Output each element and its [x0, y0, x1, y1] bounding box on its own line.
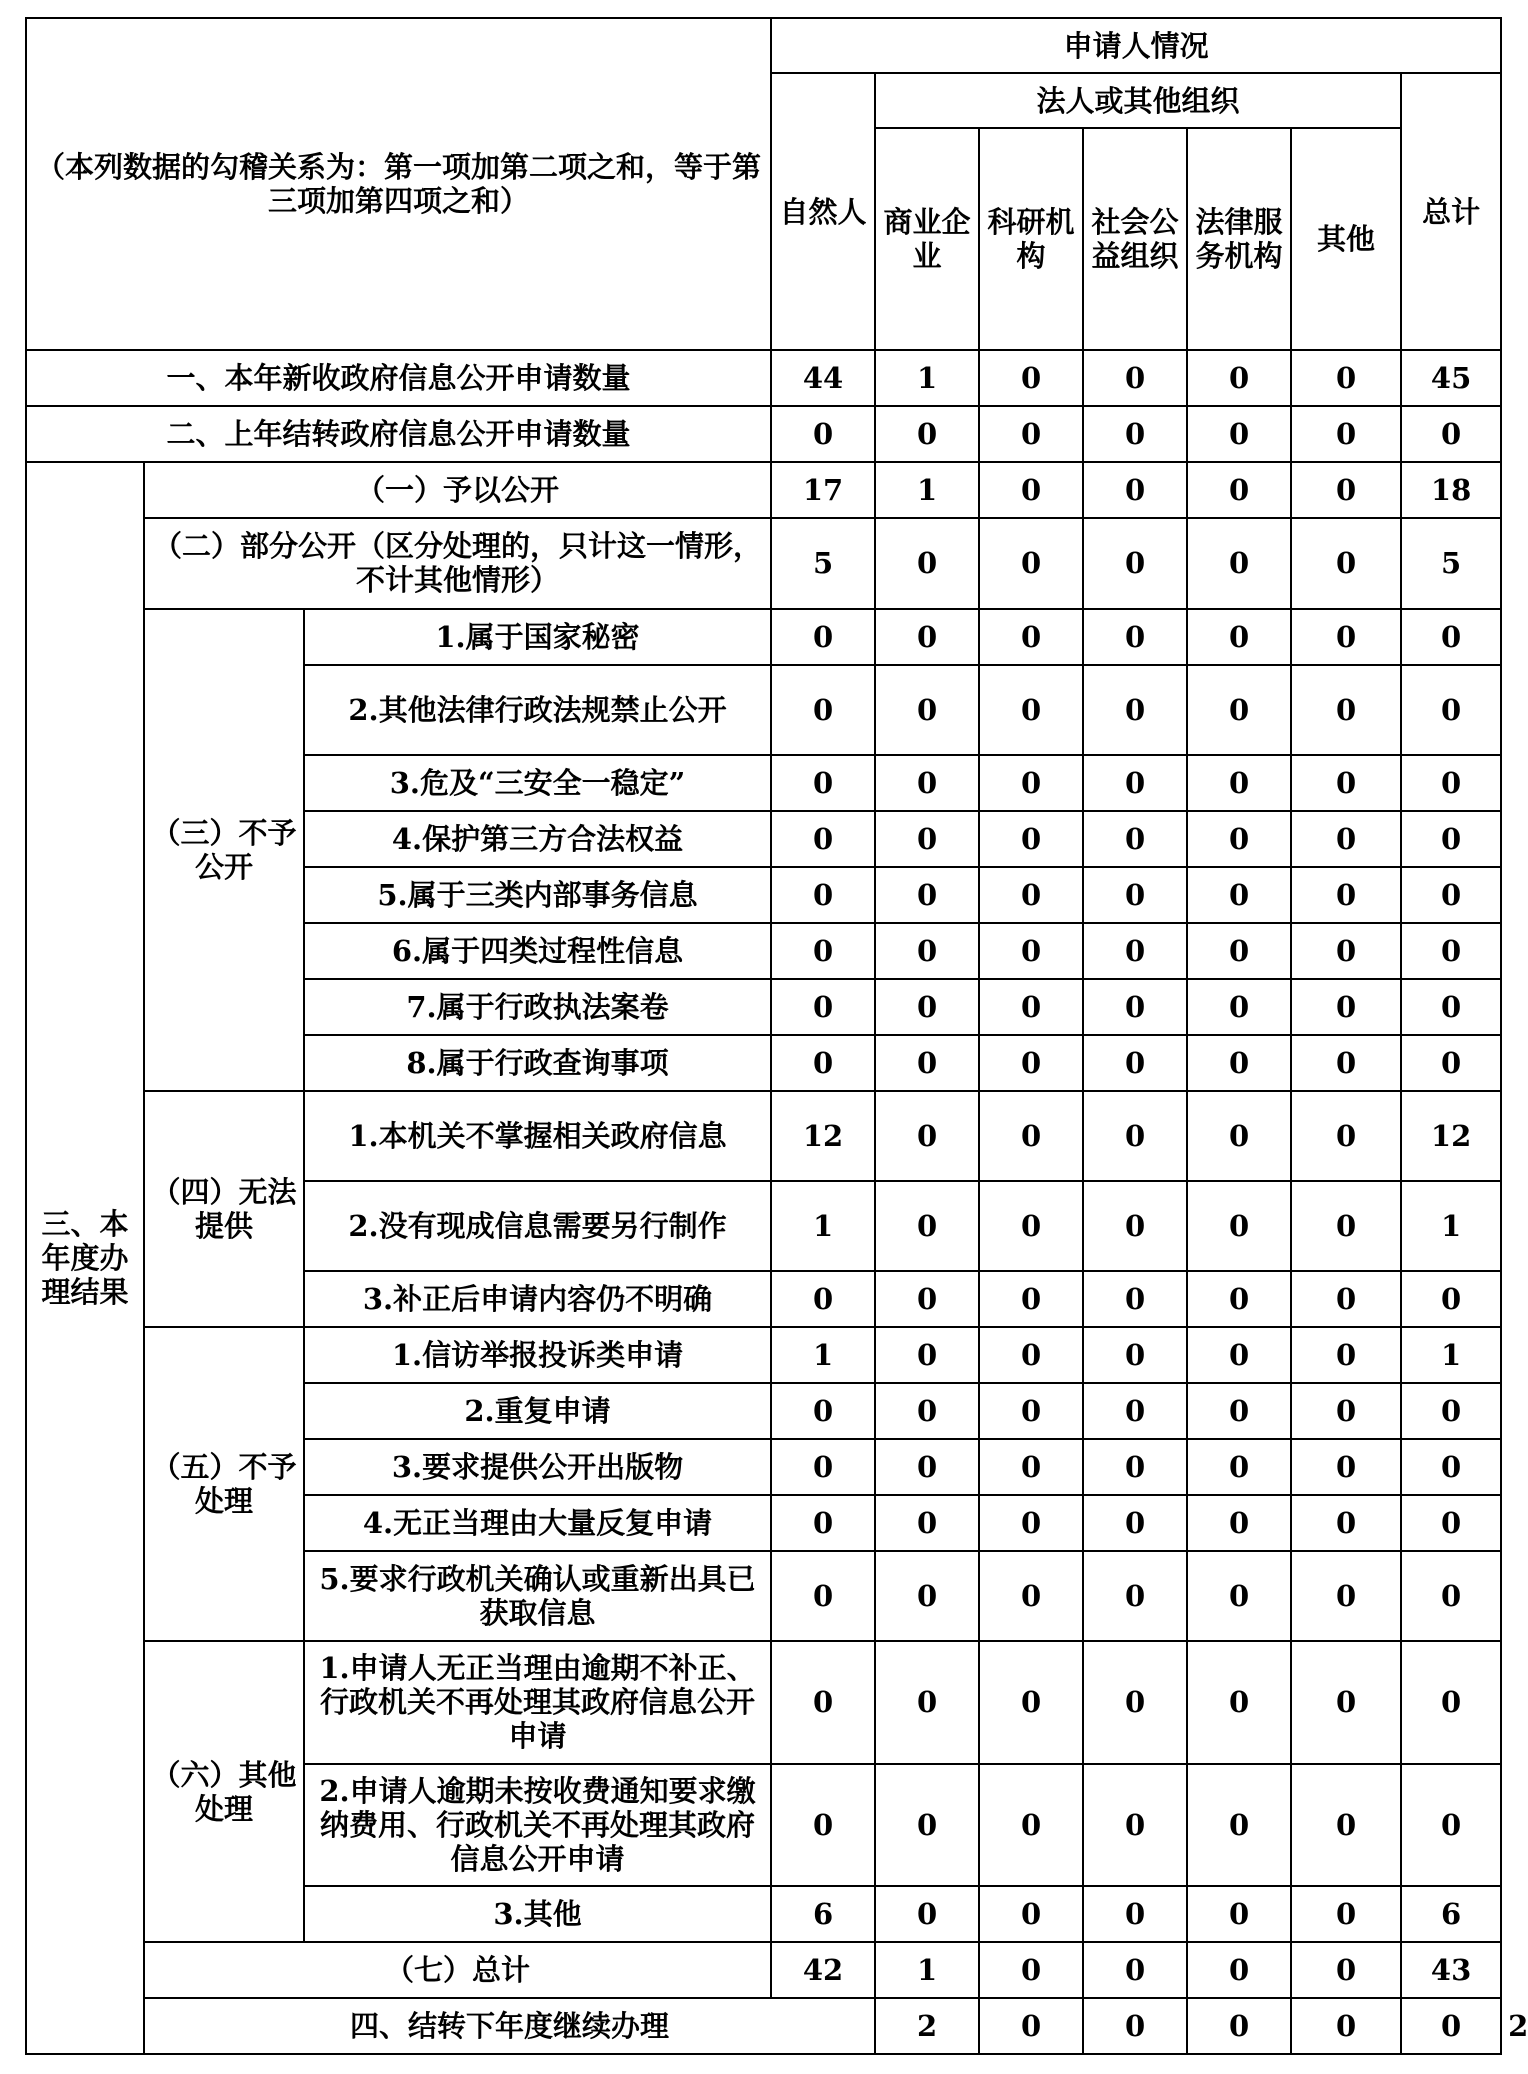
table-row — [26, 1327, 1501, 1383]
cell-value: 0 — [875, 923, 979, 979]
cell-value: 0 — [771, 811, 875, 867]
cell-value: 0 — [771, 755, 875, 811]
cell-value: 0 — [1083, 609, 1187, 665]
cell-value: 0 — [979, 1327, 1083, 1383]
cell-value: 1 — [1401, 1181, 1501, 1271]
cell-value: 0 — [979, 1495, 1083, 1551]
cell-value: 0 — [771, 1641, 875, 1763]
row-label: 2.申请人逾期未按收费通知要求缴纳费用、行政机关不再处理其政府信息公开申请 — [304, 1764, 771, 1886]
cell-value: 0 — [979, 1181, 1083, 1271]
cell-value: 0 — [1401, 979, 1501, 1035]
cell-value: 0 — [1083, 518, 1187, 608]
cell-value: 0 — [875, 1551, 979, 1641]
cell-value: 0 — [979, 406, 1083, 462]
row-label: 1.申请人无正当理由逾期不补正、行政机关不再处理其政府信息公开申请 — [304, 1641, 771, 1763]
cell-value: 0 — [979, 665, 1083, 755]
cell-value: 0 — [1401, 811, 1501, 867]
table-row — [26, 518, 1501, 608]
header-legal-service: 法律服务机构 — [1187, 128, 1291, 350]
cell-value: 0 — [1083, 1271, 1187, 1327]
cell-value: 0 — [1401, 867, 1501, 923]
table-row — [26, 1091, 1501, 1181]
cell-value: 0 — [1291, 1327, 1401, 1383]
cell-value: 0 — [1187, 867, 1291, 923]
cell-value: 0 — [1291, 350, 1401, 406]
cell-value: 0 — [1083, 1035, 1187, 1091]
cell-value: 0 — [1187, 923, 1291, 979]
table-row — [26, 350, 1501, 406]
cell-value: 0 — [979, 979, 1083, 1035]
cell-value: 0 — [1291, 1439, 1401, 1495]
cell-value: 1 — [875, 462, 979, 518]
cell-value: 0 — [1187, 1327, 1291, 1383]
table-row — [26, 406, 1501, 462]
cell-value: 0 — [1187, 1551, 1291, 1641]
cell-value: 0 — [979, 350, 1083, 406]
cell-value: 0 — [1291, 518, 1401, 608]
table-row: 四、结转下年度继续办理 2 0 0 0 0 0 2 — [26, 1998, 1501, 2054]
cell-value: 0 — [1401, 1641, 1501, 1763]
cell-value: 0 — [875, 1035, 979, 1091]
information-disclosure-table — [25, 17, 1528, 2055]
cell-value: 0 — [1291, 867, 1401, 923]
cell-value: 0 — [771, 609, 875, 665]
cell-value: 0 — [1187, 1091, 1291, 1181]
cell-value: 0 — [1083, 1764, 1187, 1886]
cell-value: 0 — [1401, 1764, 1501, 1886]
cell-value: 0 — [875, 665, 979, 755]
cell-value: 0 — [1083, 665, 1187, 755]
cell-value: 0 — [1291, 923, 1401, 979]
cell-value: 12 — [771, 1091, 875, 1181]
header-total: 总计 — [1401, 73, 1501, 350]
cell-value: 0 — [1187, 1641, 1291, 1763]
cell-value: 0 — [1083, 1942, 1187, 1998]
cell-value: 0 — [1291, 462, 1401, 518]
row-label: 6.属于四类过程性信息 — [304, 923, 771, 979]
cell-value: 0 — [1401, 923, 1501, 979]
cell-value: 2 — [875, 1998, 979, 2054]
row-label: （七）总计 — [144, 1942, 771, 1998]
row-label: 5.要求行政机关确认或重新出具已获取信息 — [304, 1551, 771, 1641]
cell-value: 0 — [1083, 350, 1187, 406]
cell-value: 1 — [1401, 1327, 1501, 1383]
cell-value: 0 — [875, 609, 979, 665]
cell-value: 0 — [979, 923, 1083, 979]
cell-value: 0 — [1187, 1035, 1291, 1091]
cell-value: 1 — [771, 1181, 875, 1271]
cell-value: 0 — [1083, 406, 1187, 462]
row-label: 1.本机关不掌握相关政府信息 — [304, 1091, 771, 1181]
cell-value: 0 — [771, 1271, 875, 1327]
cell-value: 0 — [1187, 609, 1291, 665]
cell-value: 1 — [771, 1327, 875, 1383]
cell-value: 0 — [875, 979, 979, 1035]
table-row — [26, 462, 1501, 518]
cell-value: 0 — [771, 867, 875, 923]
row-label: 二、上年结转政府信息公开申请数量 — [26, 406, 771, 462]
cell-value: 5 — [771, 518, 875, 608]
cell-value: 0 — [771, 1495, 875, 1551]
cell-value: 0 — [1401, 665, 1501, 755]
row-label: 四、结转下年度继续办理 — [144, 1998, 875, 2054]
row-label: 一、本年新收政府信息公开申请数量 — [26, 350, 771, 406]
cell-value: 42 — [771, 1942, 875, 1998]
cell-value: 0 — [1291, 1886, 1401, 1942]
cell-value: 0 — [1291, 665, 1401, 755]
cell-value: 6 — [771, 1886, 875, 1942]
cell-value: 0 — [771, 1383, 875, 1439]
header-commercial: 商业企业 — [875, 128, 979, 350]
cell-value: 0 — [1187, 665, 1291, 755]
cell-value: 0 — [1291, 811, 1401, 867]
row-label: 3.危及“三安全一稳定” — [304, 755, 771, 811]
cell-value: 0 — [1291, 406, 1401, 462]
cell-value: 0 — [1083, 979, 1187, 1035]
header-public-welfare: 社会公益组织 — [1083, 128, 1187, 350]
row-label: 8.属于行政查询事项 — [304, 1035, 771, 1091]
cell-value: 0 — [771, 979, 875, 1035]
cell-value: 0 — [1187, 1383, 1291, 1439]
cell-value: 0 — [875, 1764, 979, 1886]
cell-value: 0 — [1401, 1271, 1501, 1327]
cell-value: 0 — [1401, 1998, 1501, 2054]
cell-value: 0 — [1291, 1942, 1401, 1998]
cell-value: 0 — [1401, 755, 1501, 811]
cell-value: 0 — [875, 1641, 979, 1763]
cell-value: 0 — [875, 867, 979, 923]
cell-value: 0 — [1291, 979, 1401, 1035]
cell-value: 0 — [1401, 1035, 1501, 1091]
cell-value: 6 — [1401, 1886, 1501, 1942]
cell-value: 0 — [1291, 1998, 1401, 2054]
row-label: 2.其他法律行政法规禁止公开 — [304, 665, 771, 755]
cell-value: 0 — [1187, 1271, 1291, 1327]
cell-value: 0 — [1291, 609, 1401, 665]
cell-value: 0 — [771, 1764, 875, 1886]
cell-value: 0 — [1187, 979, 1291, 1035]
cell-value: 0 — [1083, 923, 1187, 979]
cell-value: 0 — [1291, 1495, 1401, 1551]
cell-value: 0 — [1083, 1181, 1187, 1271]
cell-value: 0 — [979, 462, 1083, 518]
cell-value: 0 — [1083, 867, 1187, 923]
cell-value: 0 — [1083, 1886, 1187, 1942]
cell-value: 0 — [875, 1495, 979, 1551]
cell-value: 12 — [1401, 1091, 1501, 1181]
cell-value: 0 — [1291, 1091, 1401, 1181]
cell-value: 0 — [1083, 462, 1187, 518]
cell-value: 0 — [1187, 811, 1291, 867]
cell-value: 0 — [979, 811, 1083, 867]
row-label: 1.属于国家秘密 — [304, 609, 771, 665]
cell-value: 0 — [1291, 1764, 1401, 1886]
cell-value: 0 — [771, 406, 875, 462]
group-3-label: （三）不予公开 — [144, 609, 304, 1091]
cell-value: 0 — [1083, 1439, 1187, 1495]
table-note-header: （本列数据的勾稽关系为：第一项加第二项之和，等于第三项加第四项之和） — [26, 18, 771, 350]
table-row — [26, 1641, 1501, 1763]
cell-value: 0 — [1187, 1181, 1291, 1271]
cell-value: 0 — [771, 665, 875, 755]
header-natural-person: 自然人 — [771, 73, 875, 350]
row-label: 2.重复申请 — [304, 1383, 771, 1439]
cell-value: 0 — [1291, 1035, 1401, 1091]
cell-value: 0 — [875, 1181, 979, 1271]
cell-value: 0 — [979, 609, 1083, 665]
row-label: （二）部分公开（区分处理的，只计这一情形，不计其他情形） — [144, 518, 771, 608]
cell-value: 0 — [875, 1327, 979, 1383]
cell-value: 0 — [1187, 1495, 1291, 1551]
header-legal-group: 法人或其他组织 — [875, 73, 1401, 128]
cell-value: 0 — [1083, 1495, 1187, 1551]
cell-value: 17 — [771, 462, 875, 518]
row-label: 2.没有现成信息需要另行制作 — [304, 1181, 771, 1271]
cell-value: 0 — [1401, 1495, 1501, 1551]
cell-value: 0 — [1401, 406, 1501, 462]
cell-value: 0 — [979, 1998, 1083, 2054]
cell-value: 0 — [1291, 1641, 1401, 1763]
cell-value: 0 — [1187, 1439, 1291, 1495]
cell-value: 44 — [771, 350, 875, 406]
cell-value: 0 — [1187, 755, 1291, 811]
cell-value: 0 — [979, 1383, 1083, 1439]
cell-value: 0 — [979, 1439, 1083, 1495]
cell-value: 0 — [1187, 1998, 1291, 2054]
cell-value: 0 — [875, 1439, 979, 1495]
cell-value: 0 — [979, 1764, 1083, 1886]
cell-value: 0 — [1401, 1383, 1501, 1439]
cell-value: 0 — [771, 1551, 875, 1641]
cell-value: 0 — [1291, 1551, 1401, 1641]
row-label: 3.补正后申请内容仍不明确 — [304, 1271, 771, 1327]
row-label: 3.其他 — [304, 1886, 771, 1942]
row-label: 1.信访举报投诉类申请 — [304, 1327, 771, 1383]
group-5-label: （五）不予处理 — [144, 1327, 304, 1641]
cell-value: 0 — [875, 406, 979, 462]
section-3-label: 三、本年度办理结果 — [26, 462, 144, 2054]
cell-value: 0 — [979, 1942, 1083, 1998]
cell-value: 0 — [875, 1886, 979, 1942]
cell-value: 0 — [771, 923, 875, 979]
cell-value: 0 — [1187, 406, 1291, 462]
cell-value: 0 — [1187, 462, 1291, 518]
header-other: 其他 — [1291, 128, 1401, 350]
cell-value: 0 — [979, 518, 1083, 608]
cell-value: 0 — [875, 1383, 979, 1439]
cell-value: 0 — [1291, 755, 1401, 811]
cell-value: 1 — [875, 350, 979, 406]
group-6-label: （六）其他处理 — [144, 1641, 304, 1941]
cell-value: 0 — [979, 755, 1083, 811]
cell-value: 0 — [979, 1035, 1083, 1091]
cell-value: 0 — [1083, 811, 1187, 867]
cell-value: 0 — [979, 1886, 1083, 1942]
cell-value: 5 — [1401, 518, 1501, 608]
row-label: 4.保护第三方合法权益 — [304, 811, 771, 867]
cell-value: 0 — [979, 1271, 1083, 1327]
cell-value: 0 — [1083, 1327, 1187, 1383]
cell-value: 0 — [1083, 1551, 1187, 1641]
cell-value: 0 — [1291, 1383, 1401, 1439]
cell-value: 0 — [1401, 1439, 1501, 1495]
cell-value: 0 — [1401, 609, 1501, 665]
cell-value: 18 — [1401, 462, 1501, 518]
cell-value: 0 — [875, 811, 979, 867]
cell-value: 0 — [1187, 1886, 1291, 1942]
cell-value: 0 — [1291, 1181, 1401, 1271]
row-label: 4.无正当理由大量反复申请 — [304, 1495, 771, 1551]
cell-value: 0 — [1187, 1764, 1291, 1886]
cell-value: 0 — [1187, 518, 1291, 608]
cell-value: 0 — [771, 1035, 875, 1091]
cell-value: 0 — [979, 1641, 1083, 1763]
cell-value: 0 — [1083, 1641, 1187, 1763]
cell-value: 0 — [1187, 350, 1291, 406]
cell-value: 0 — [979, 867, 1083, 923]
cell-value: 0 — [875, 1091, 979, 1181]
group-4-label: （四）无法提供 — [144, 1091, 304, 1327]
cell-value: 0 — [875, 518, 979, 608]
row-label: （一）予以公开 — [144, 462, 771, 518]
row-label: 7.属于行政执法案卷 — [304, 979, 771, 1035]
cell-value: 0 — [979, 1551, 1083, 1641]
cell-value: 0 — [771, 1439, 875, 1495]
table-row — [26, 1942, 1501, 1998]
cell-value: 45 — [1401, 350, 1501, 406]
cell-value: 0 — [1083, 1998, 1187, 2054]
cell-value: 0 — [979, 1091, 1083, 1181]
header-applicant-situation: 申请人情况 — [771, 18, 1501, 73]
cell-value: 0 — [1187, 1942, 1291, 1998]
cell-value: 0 — [875, 755, 979, 811]
table-row — [26, 609, 1501, 665]
cell-value: 43 — [1401, 1942, 1501, 1998]
cell-value: 0 — [1401, 1551, 1501, 1641]
header-research: 科研机构 — [979, 128, 1083, 350]
cell-value: 1 — [875, 1942, 979, 1998]
row-label: 3.要求提供公开出版物 — [304, 1439, 771, 1495]
row-label: 5.属于三类内部事务信息 — [304, 867, 771, 923]
cell-value: 0 — [1291, 1271, 1401, 1327]
cell-value: 0 — [1083, 755, 1187, 811]
cell-value: 0 — [875, 1271, 979, 1327]
cell-value: 0 — [1083, 1383, 1187, 1439]
cell-value: 0 — [1083, 1091, 1187, 1181]
